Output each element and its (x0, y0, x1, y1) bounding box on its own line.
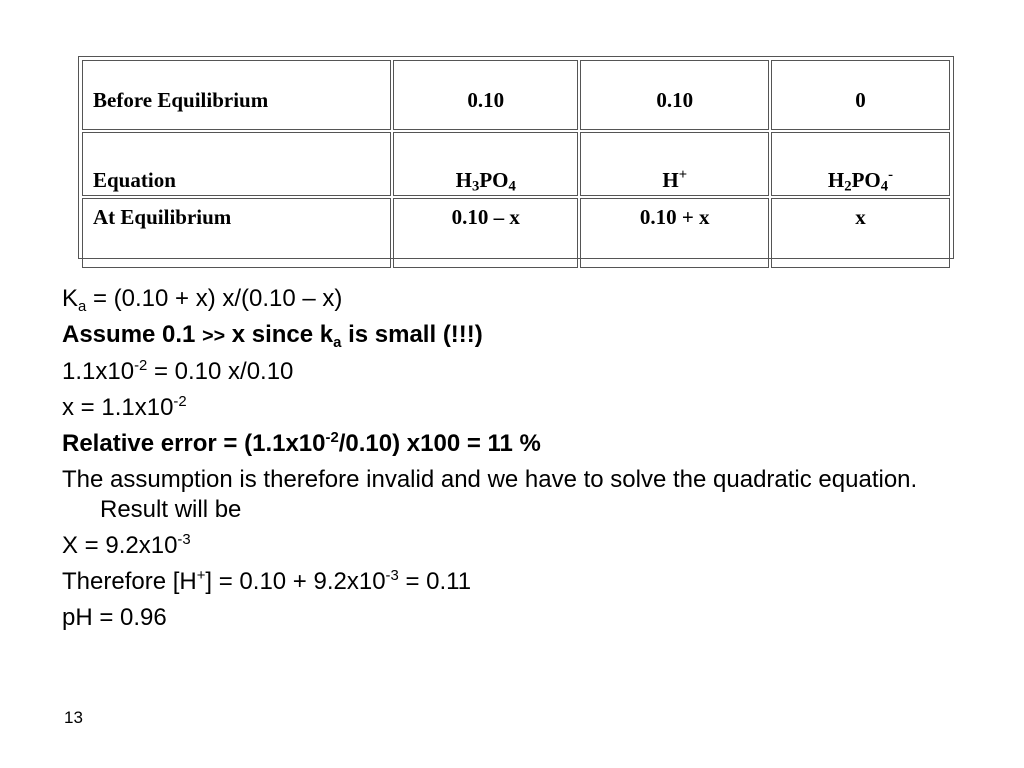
cell-eq-h3po4: 0.10 – x (393, 198, 578, 268)
row-label-equation: Equation (82, 132, 391, 196)
cell-before-h3po4: 0.10 (393, 60, 578, 130)
relative-error-line: Relative error = $(1.1x10^{-2}/0.10) x100 = 11$ % (62, 430, 541, 457)
ice-table (78, 56, 954, 259)
cell-eq-h2po4: x (771, 198, 950, 268)
calc-line-2: $x = 1.1x10^{-2}$ (62, 394, 187, 421)
assumption-invalid-text: The assumption is therefore invalid and we have to solve the quadratic equation. Result will be (62, 466, 918, 523)
ka-expression: $K_a = (0.10 + x)$ x/(0.10 – x) (62, 285, 343, 316)
species-h-plus: H+ (580, 132, 768, 196)
assumption-statement: Assume 0.1 >> x since $k_a$ is small (!!!) (62, 321, 483, 352)
cell-before-h: 0.10 (580, 60, 768, 130)
x-result: $X = 9.2x10^{-3}$ (62, 532, 191, 559)
species-h2po4-minus: $H_2PO_4^-$ (771, 132, 950, 196)
h-concentration-result: Therefore $[H^+] = 0.10 + 9.2x10^{-3} = 0.11$ (62, 568, 472, 595)
cell-eq-h: 0.10 + x (580, 198, 768, 268)
calc-line-1: $1.1x10^{-2} = 0.10$ x/0.10 (62, 358, 294, 385)
ice-table-grid (80, 58, 952, 270)
slide-body (62, 284, 972, 639)
ph-result: pH = 0.96 (62, 604, 167, 631)
row-label-before: Before Equilibrium (82, 60, 391, 130)
page-number: 13 (64, 708, 83, 727)
species-h3po4: $H_3PO_4$ (393, 132, 578, 196)
cell-before-h2po4: 0 (771, 60, 950, 130)
table-row-at-equilibrium (82, 198, 950, 268)
table-row-equation (82, 132, 950, 196)
table-row-before (82, 60, 950, 130)
row-label-at-equilibrium: At Equilibrium (82, 198, 391, 268)
